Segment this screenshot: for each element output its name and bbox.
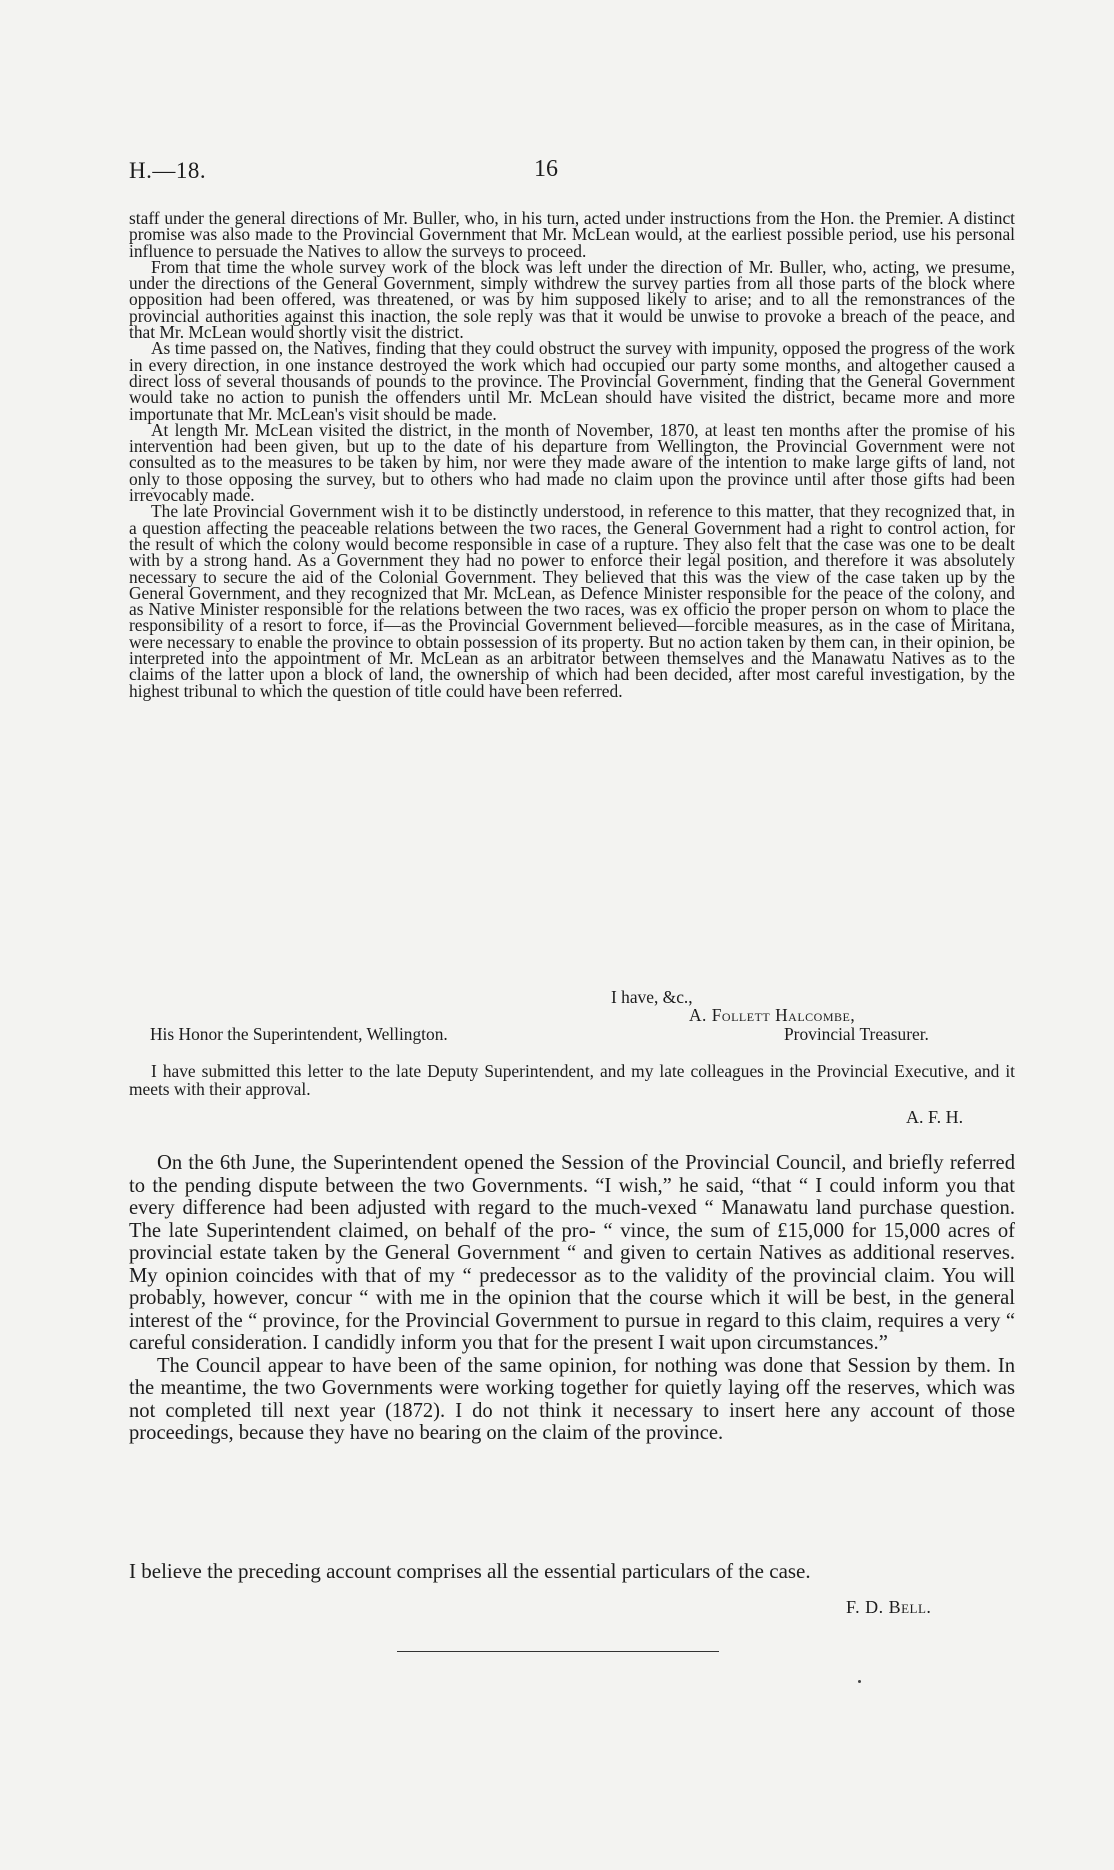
document-reference: H.—18. — [129, 158, 207, 183]
postscript-initials: A. F. H. — [906, 1107, 964, 1127]
final-signature: F. D. Bell. — [846, 1597, 932, 1617]
signatory-title: Provincial Treasurer. — [784, 1024, 929, 1044]
letter-paragraph: From that time the whole survey work of the block was left under the direction of Mr. Buller, who, acting, we presume, under the directions of the General Government, simply withdrew the survey parties from all those parts of the block where opposition had been offered, was threatened, or was by him supposed likely to arise; and to all the remonstrances of the provincial authorities against this inaction, the sole reply was that it would be unwise to provoke a breach of the peace, and that Mr. McLean would shortly visit the district. — [129, 256, 1015, 343]
letter-paragraph: staff under the general directions of Mr. Buller, who, in his turn, acted under instructions from the Hon. the Premier. A distinct promise was also made to the Provincial Government that Mr. McLean would, at the earliest possible period, use his personal influence to persuade the Natives to allow the surveys to proceed. — [129, 208, 1015, 261]
narrative-paragraph: The Council appear to have been of the same opinion, for nothing was done that Session by them. In the meantime, the two Governments were working together for quietly laying off the reserves, which was not completed till next year (1872). I do not think it necessary to insert here any account of those proceedings, because they have no bearing on the claim of the province. — [129, 1354, 1015, 1444]
letter-closing: I have, &c., — [611, 987, 693, 1007]
page-number: 16 — [534, 156, 558, 182]
letter-paragraph: At length Mr. McLean visited the district, in the month of November, 1870, at least ten months after the promise of his intervention had been given, but up to the date of his departure from Wellington, the Provincial Government were not consulted as to the measures to be taken by him, nor were they made aware of the intention to make large gifts of land, not only to those opposing the survey, but to others who had made no claim upon the province until after those gifts had been irrevocably made. — [129, 419, 1015, 506]
letter-body — [129, 210, 1015, 699]
narrative-body — [129, 1152, 1015, 1445]
ink-speck — [858, 1680, 861, 1683]
end-rule — [397, 1651, 719, 1652]
postscript-text: I have submitted this letter to the late Deputy Superintendent, and my late colleagues in the Provincial Executive, and it meets with their approval. — [129, 1061, 1015, 1099]
letter-signatory: A. Follett Halcombe, — [689, 1005, 856, 1025]
letter-addressee: His Honor the Superintendent, Wellington. — [150, 1024, 448, 1044]
letter-paragraph: As time passed on, the Natives, finding that they could obstruct the survey with impunity, opposed the progress of the work in every direction, in one instance destroyed the work which had occupied our party some months, and altogether caused a direct loss of several thousands of pounds to the province. The Provincial Government, finding that the General Government would take no action to punish the offenders until Mr. McLean should have visited the district, became more and more importunate that Mr. McLean's visit should be made. — [129, 338, 1015, 424]
closing-statement: I believe the preceding account comprises all the essential particulars of the case. — [129, 1559, 811, 1583]
postscript — [129, 1062, 1015, 1098]
letter-paragraph: The late Provincial Government wish it to be distinctly understood, in reference to this matter, that they recognized that, in a question affecting the peaceable relations between the two races, the General Government had a right to control action, for the result of which the colony would become responsible in case of a rupture. They also felt that the case was one to be dealt with by a strong hand. As a Government they had no power to enforce their legal position, and therefore it was absolutely necessary to secure the aid of the Colonial Government. They believed that this was the view of the case taken up by the General Government, and they recognized that Mr. McLean, as Defence Minister responsible for the peace of the colony, and as Native Minister responsible for the relations between the two races, was ex officio the proper person on whom to place the responsibility of a resort to force, if—as the Provincial Government believed—forcible measures, as in the case of Miritana, were necessary to enable the province to obtain possession of its property. But no action taken by them can, in their opinion, be interpreted into the appointment of Mr. McLean as an arbitrator between themselves and the Manawatu Natives as to the claims of the latter upon a block of land, the ownership of which had been decided, after most careful investigation, by the highest tribunal to which the question of title could have been referred. — [129, 501, 1015, 701]
narrative-paragraph: On the 6th June, the Superintendent opened the Session of the Provincial Council, and briefly referred to the pending dispute between the two Governments. “I wish,” he said, “that “ I could inform you that every difference had been adjusted with regard to the much-vexed “ Manawatu land purchase question. The late Superintendent claimed, on behalf of the pro- “ vince, the sum of £15,000 for 15,000 acres of provincial estate taken by the General Government “ and given to certain Natives as additional reserves. My opinion coincides with that of my “ predecessor as to the validity of the provincial claim. You will probably, however, concur “ with me in the opinion that the course which it will be best, in the general interest of the “ province, for the Provincial Government to pursue in regard to this claim, requires a very “ careful consideration. I candidly inform you that for the present I wait upon circumstances.” — [129, 1152, 1015, 1354]
